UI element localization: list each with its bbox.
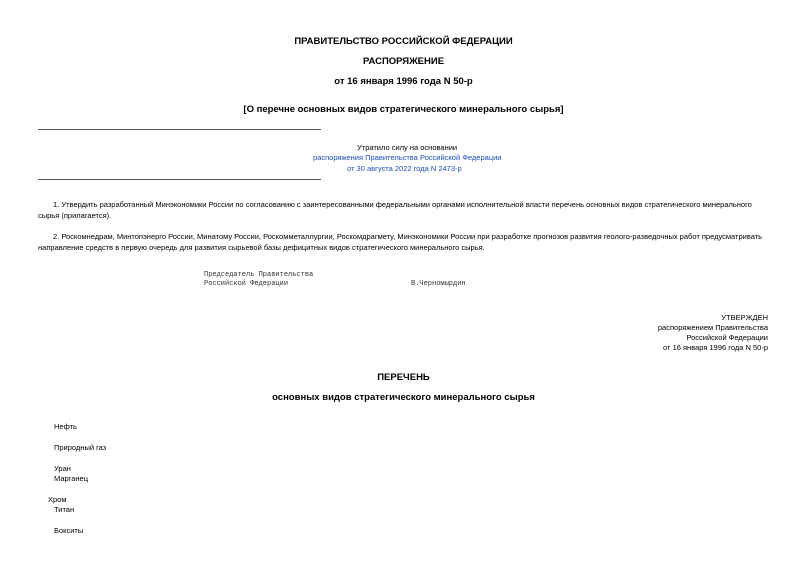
approval-line2: распоряжением Правительства	[657, 323, 768, 332]
list-title: ПЕРЕЧЕНЬ	[377, 372, 430, 383]
doc-type-heading: РАСПОРЯЖЕНИЕ	[362, 56, 445, 67]
bottom-divider	[38, 179, 321, 180]
top-divider	[38, 129, 321, 130]
signature-position-line2: Российской Федерации	[204, 280, 289, 288]
list-item: Марганец	[54, 474, 89, 483]
approval-line3: Российской Федерации	[686, 333, 768, 342]
status-note-text: Утратило силу на основании	[357, 143, 458, 152]
signature-name: В.Черномырдин	[411, 280, 466, 288]
signature-position-line1: Председатель Правительства	[204, 271, 314, 279]
doc-date-heading: от 16 января 1996 года N 50-р	[334, 76, 473, 87]
paragraph-1: 1. Утвердить разработанный Минэкономики России по согласованию с заинтересованными федеральными органами исполнительной власти перечень основных видов стратегического минерального сырья (прилагается).	[38, 200, 752, 220]
repeal-link-line1[interactable]: распоряжения Правительства Российской Федерации	[313, 153, 502, 162]
list-item: Природный газ	[54, 443, 107, 452]
list-item: Бокситы	[54, 526, 84, 535]
list-item: Уран	[54, 464, 71, 473]
list-subtitle: основных видов стратегического минерального сырья	[272, 392, 535, 403]
approval-line4: от 16 января 1996 года N 50-р	[663, 343, 768, 352]
paragraph-2: 2. Роскомнедрам, Минтопэнерго России, Минатому России, Роскомметаллургии, Роскомдрагмету, Минэкономики России при разработке прогнозов развития геолого-разведочных работ предусматривать направление средств в первую очередь для развития сырьевой базы дефицитных видов стратегического минерального сырья.	[38, 232, 763, 252]
approval-line1: УТВЕРЖДЕН	[721, 313, 768, 322]
list-item: Хром	[48, 495, 67, 504]
list-item: Нефть	[54, 422, 77, 431]
list-item: Титан	[54, 505, 75, 514]
repeal-link-line2[interactable]: от 30 августа 2022 года N 2473-р	[347, 164, 462, 173]
government-heading: ПРАВИТЕЛЬСТВО РОССИЙСКОЙ ФЕДЕРАЦИИ	[294, 36, 513, 47]
document-title: [О перечне основных видов стратегического минерального сырья]	[243, 104, 564, 115]
